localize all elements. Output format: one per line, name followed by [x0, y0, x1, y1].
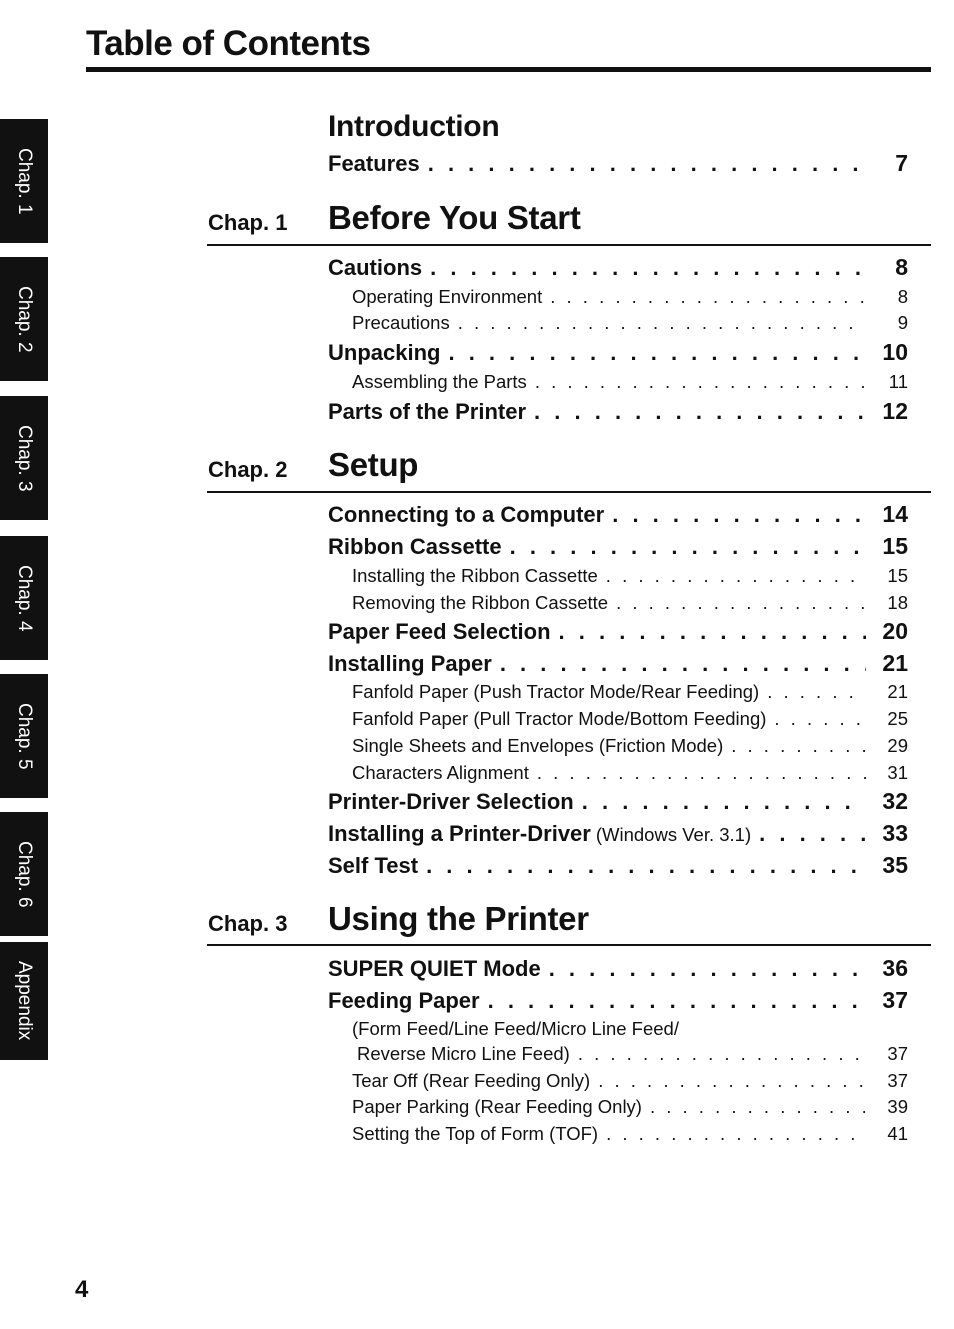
- section-title-before-you-start: Before You Start: [328, 199, 581, 236]
- dot-leader: [535, 371, 866, 393]
- dot-leader: [731, 735, 866, 757]
- tab-label: Appendix: [14, 961, 35, 1041]
- toc-sub-entry[interactable]: [352, 371, 908, 393]
- dot-leader: [598, 1070, 866, 1092]
- tab-label: Chap. 3: [14, 424, 35, 492]
- toc-entry[interactable]: [328, 650, 908, 677]
- entry-label: Connecting to a Computer: [328, 502, 605, 527]
- entry-page: 31: [887, 762, 908, 783]
- entry-label: Precautions: [352, 312, 450, 333]
- entry-page: 37: [882, 987, 908, 1013]
- toc-entry[interactable]: [328, 501, 908, 528]
- dot-leader: [550, 286, 866, 308]
- entry-page: 8: [897, 286, 908, 307]
- toc-entry[interactable]: [328, 533, 908, 560]
- title-rule: [86, 67, 931, 72]
- tab-label: Chap. 2: [14, 285, 35, 353]
- toc-sub-entry[interactable]: [352, 735, 908, 757]
- dot-leader: [510, 534, 866, 560]
- toc-entry[interactable]: [328, 254, 908, 281]
- toc-sub-entry[interactable]: [352, 592, 908, 614]
- toc-entry[interactable]: [328, 398, 908, 425]
- entry-label: SUPER QUIET Mode: [328, 956, 541, 981]
- tab-appendix[interactable]: [0, 942, 48, 1060]
- entry-page: 37: [887, 1070, 908, 1091]
- dot-leader: [774, 708, 866, 730]
- entry-page: 36: [882, 955, 908, 981]
- entry-label: Operating Environment: [352, 286, 543, 307]
- section-rule: [207, 944, 931, 946]
- toc-entry[interactable]: [328, 788, 908, 815]
- entry-page: 10: [882, 339, 908, 365]
- entry-page: 9: [897, 312, 908, 333]
- toc-sub-entry[interactable]: [352, 762, 908, 784]
- tab-chap-3[interactable]: [0, 396, 48, 520]
- toc-sub-entry[interactable]: [352, 708, 908, 730]
- page-number: 4: [75, 1276, 89, 1303]
- toc-sub-entry[interactable]: [352, 1070, 908, 1092]
- section-title-introduction: Introduction: [328, 110, 500, 143]
- dot-leader: [606, 565, 866, 587]
- entry-label: Installing a Printer-Driver: [328, 821, 591, 846]
- dot-leader: [559, 619, 866, 645]
- toc-entry[interactable]: [328, 852, 908, 879]
- entry-page: 11: [888, 371, 908, 392]
- chapter-label: Chap. 1: [208, 210, 288, 235]
- dot-leader: [767, 681, 866, 703]
- entry-page: 25: [887, 708, 908, 729]
- entry-label: Characters Alignment: [352, 762, 529, 783]
- entry-page: 12: [882, 398, 908, 424]
- entry-page: 35: [882, 852, 908, 878]
- entry-page: 41: [887, 1123, 908, 1144]
- dot-leader: [612, 502, 866, 528]
- dot-leader: [537, 762, 866, 784]
- toc-entry[interactable]: [328, 618, 908, 645]
- entry-page: 37: [887, 1043, 908, 1064]
- dot-leader: [650, 1096, 866, 1118]
- toc-sub-entry[interactable]: [352, 1096, 908, 1118]
- chapter-label: Chap. 2: [208, 457, 288, 482]
- dot-leader: [500, 651, 866, 677]
- toc-sub-entry[interactable]: [352, 312, 908, 334]
- entry-label: Self Test: [328, 853, 419, 878]
- entry-label: Tear Off (Rear Feeding Only): [352, 1070, 591, 1091]
- entry-page: 20: [882, 618, 908, 644]
- tab-chap-1[interactable]: [0, 119, 48, 243]
- entry-page: 18: [887, 592, 908, 613]
- section-title-using-the-printer: Using the Printer: [328, 900, 589, 937]
- page-title: Table of Contents: [86, 24, 371, 63]
- entry-label: Paper Feed Selection: [328, 619, 551, 644]
- dot-leader: [488, 988, 866, 1014]
- tab-chap-5[interactable]: [0, 674, 48, 798]
- entry-label: Reverse Micro Line Feed): [357, 1043, 570, 1064]
- entry-label: Fanfold Paper (Pull Tractor Mode/Bottom Feeding): [352, 708, 767, 729]
- toc-sub-entry-line: (Form Feed/Line Feed/Micro Line Feed/: [352, 1018, 679, 1039]
- toc-sub-entry[interactable]: [352, 681, 908, 703]
- tab-label: Chap. 5: [14, 702, 35, 770]
- tab-chap-4[interactable]: [0, 536, 48, 660]
- entry-label: Installing Paper: [328, 651, 492, 676]
- toc-entry[interactable]: [328, 820, 908, 847]
- toc-entry[interactable]: [328, 955, 908, 982]
- entry-label: Setting the Top of Form (TOF): [352, 1123, 599, 1144]
- entry-page: 29: [887, 735, 908, 756]
- section-title-setup: Setup: [328, 446, 419, 483]
- toc-sub-entry[interactable]: [352, 1123, 908, 1145]
- entry-label-suffix: (Windows Ver. 3.1): [595, 824, 752, 845]
- toc-entry[interactable]: [328, 987, 908, 1014]
- toc-sub-entry[interactable]: [352, 565, 908, 587]
- section-rule: [207, 244, 931, 246]
- entry-page: 15: [887, 565, 908, 586]
- entry-label: Paper Parking (Rear Feeding Only): [352, 1096, 642, 1117]
- entry-label: Printer-Driver Selection: [328, 789, 574, 814]
- tab-label: Chap. 4: [14, 564, 35, 632]
- entry-label: Fanfold Paper (Push Tractor Mode/Rear Feeding): [352, 681, 760, 702]
- entry-page: 7: [895, 150, 908, 176]
- dot-leader: [428, 151, 866, 177]
- tab-label: Chap. 1: [14, 147, 35, 215]
- entry-label: Feeding Paper: [328, 988, 480, 1013]
- entry-label: Parts of the Printer: [328, 399, 527, 424]
- dot-leader: [578, 1043, 866, 1065]
- dot-leader: [448, 340, 866, 366]
- toc-sub-entry[interactable]: [352, 286, 908, 308]
- dot-leader: [534, 399, 866, 425]
- entry-page: 21: [887, 681, 908, 702]
- dot-leader: [549, 956, 866, 982]
- dot-leader: [430, 255, 866, 281]
- section-rule: [207, 491, 931, 493]
- entry-page: 39: [887, 1096, 908, 1117]
- entry-label: Removing the Ribbon Cassette: [352, 592, 609, 613]
- tab-chap-6[interactable]: [0, 812, 48, 936]
- dot-leader: [458, 312, 866, 334]
- entry-label: Assembling the Parts: [352, 371, 527, 392]
- dot-leader: [759, 821, 866, 847]
- entry-label: Unpacking: [328, 340, 441, 365]
- entry-label: Features: [328, 151, 420, 176]
- dot-leader: [606, 1123, 866, 1145]
- entry-page: 33: [882, 820, 908, 846]
- entry-page: 21: [882, 650, 908, 676]
- toc-sub-entry[interactable]: [357, 1043, 908, 1065]
- toc-entry[interactable]: [328, 339, 908, 366]
- entry-page: 32: [882, 788, 908, 814]
- entry-page: 15: [882, 533, 908, 559]
- entry-label: Single Sheets and Envelopes (Friction Mode): [352, 735, 724, 756]
- entry-label: Ribbon Cassette: [328, 534, 502, 559]
- entry-label: Cautions: [328, 255, 423, 280]
- tab-label: Chap. 6: [14, 840, 35, 908]
- entry-label: Installing the Ribbon Cassette: [352, 565, 598, 586]
- entry-page: 14: [882, 501, 908, 527]
- dot-leader: [426, 853, 866, 879]
- tab-chap-2[interactable]: [0, 257, 48, 381]
- toc-entry[interactable]: [328, 150, 908, 177]
- dot-leader: [582, 789, 866, 815]
- chapter-label: Chap. 3: [208, 911, 288, 936]
- entry-page: 8: [895, 254, 908, 280]
- dot-leader: [616, 592, 866, 614]
